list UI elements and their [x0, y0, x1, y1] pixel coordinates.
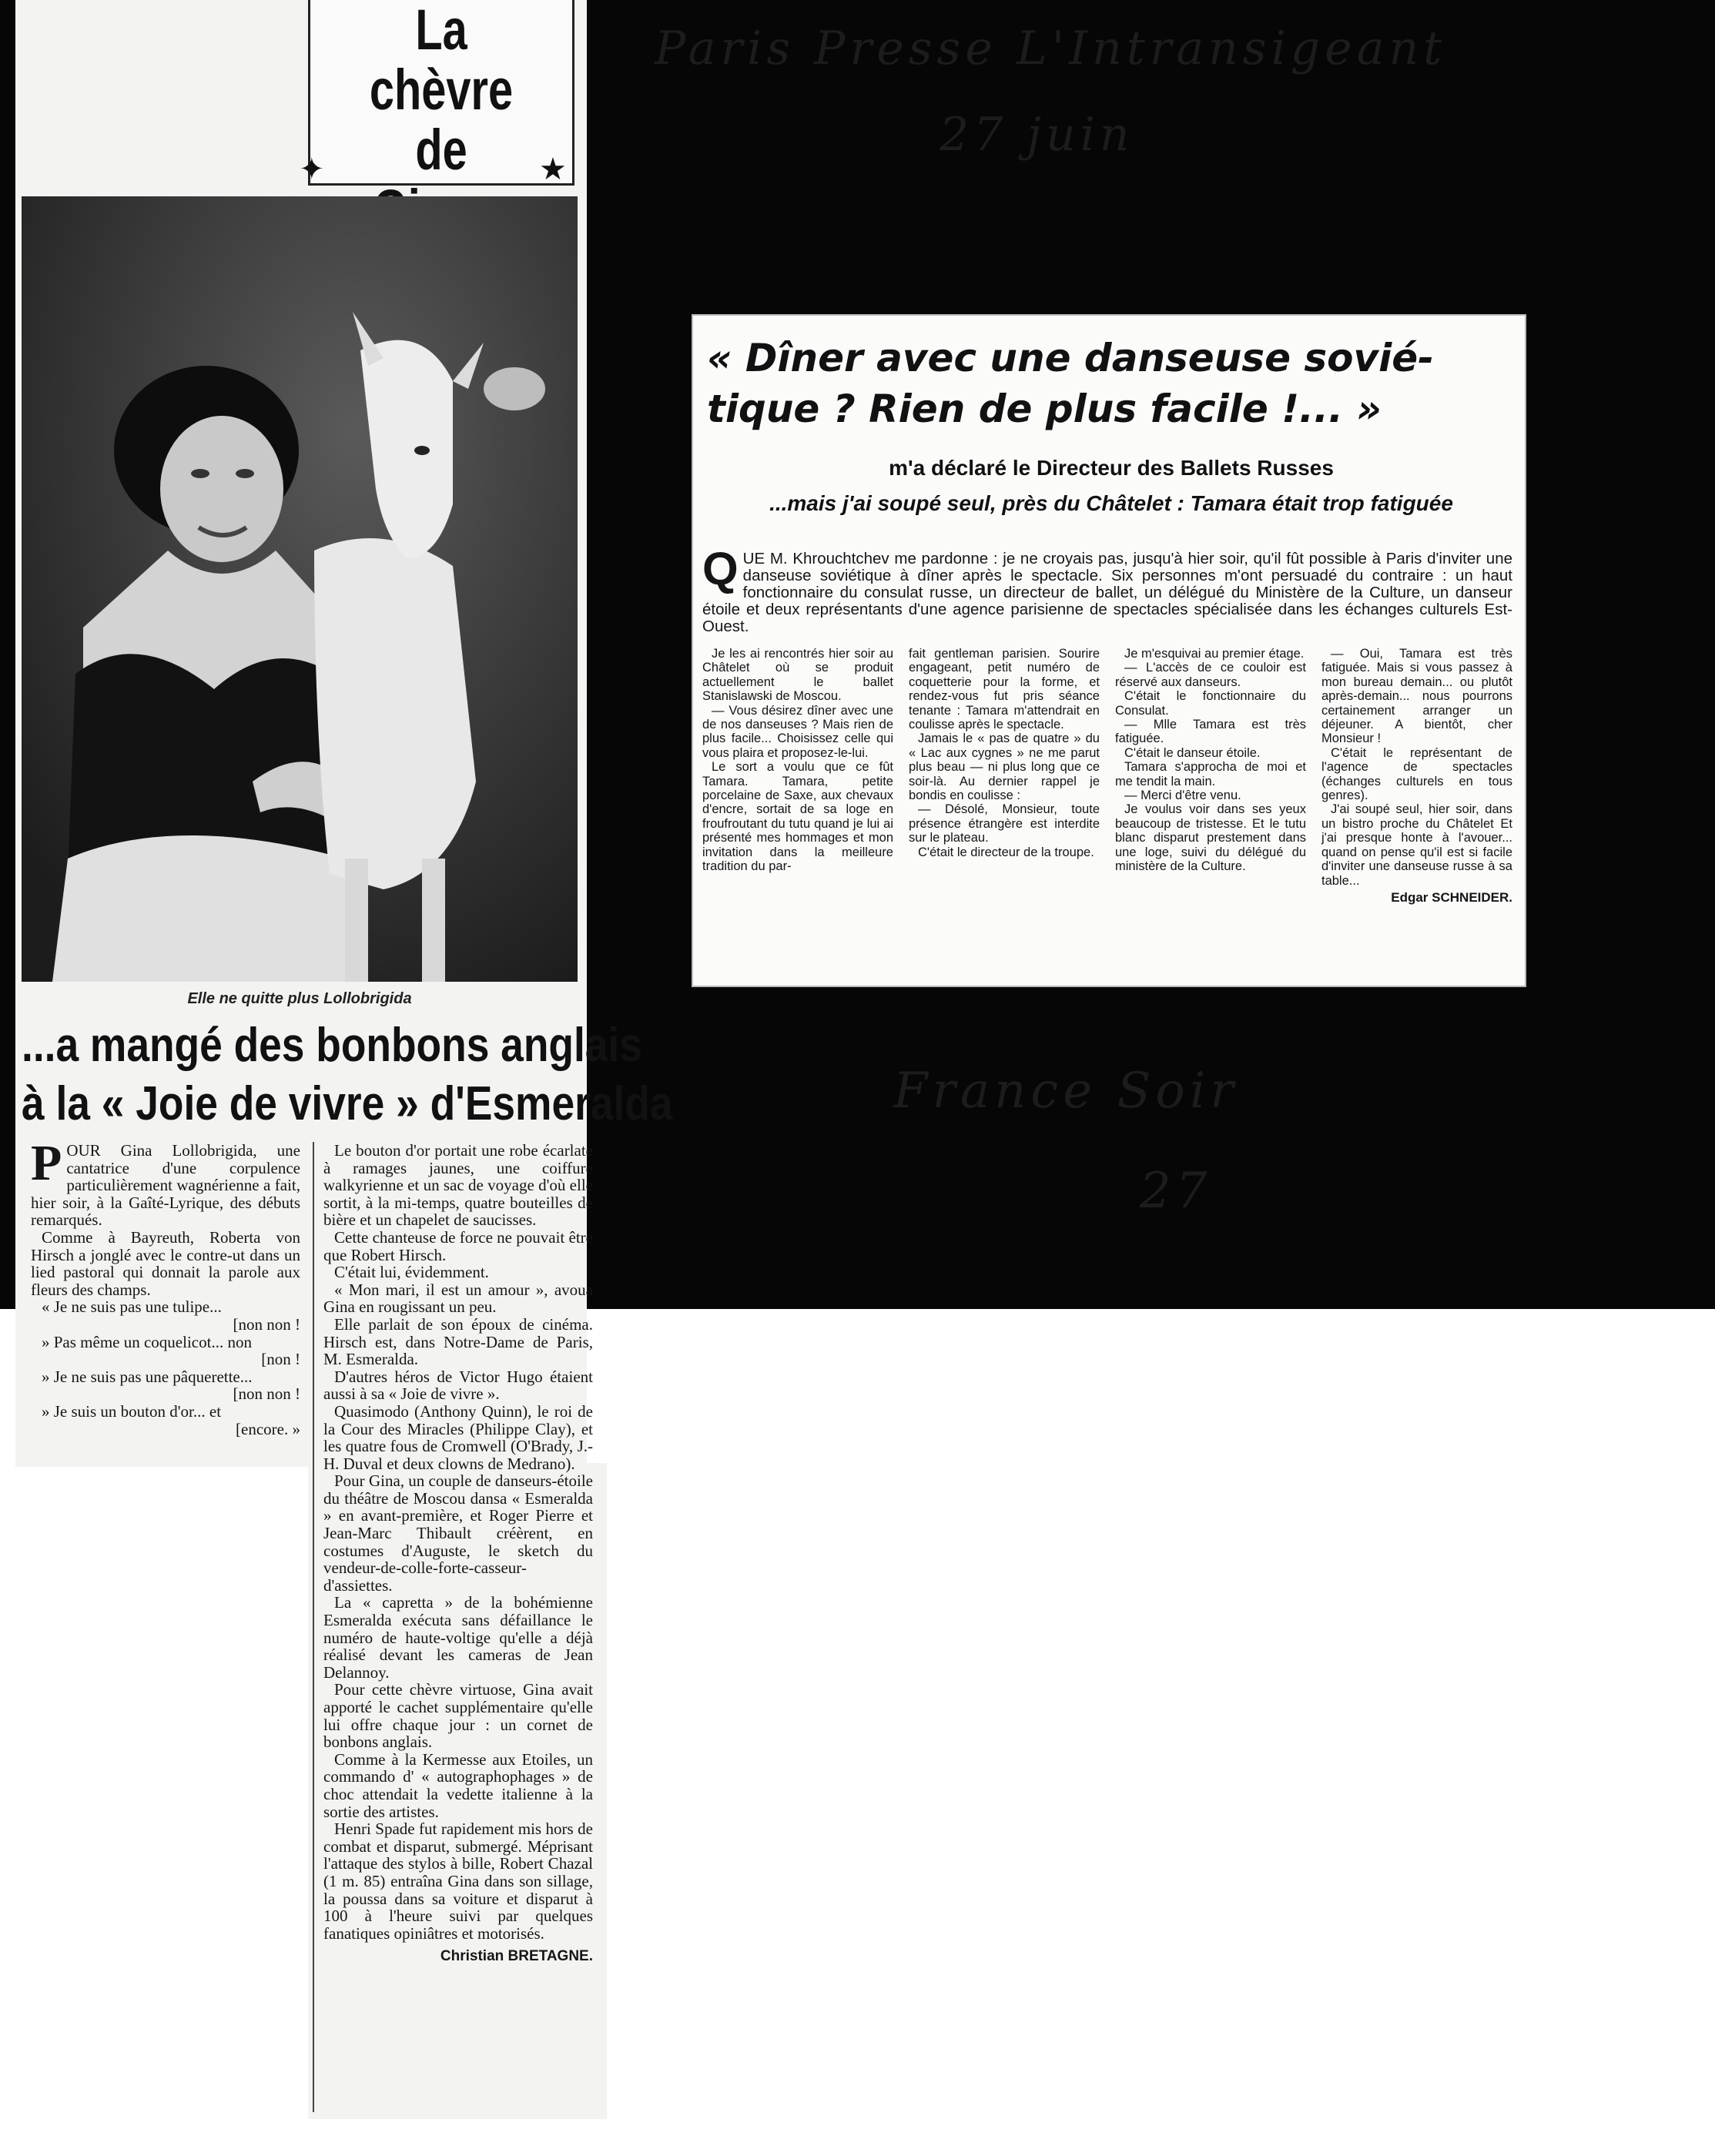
verse-text: « Je ne suis pas une tulipe...: [42, 1297, 222, 1317]
right-article-column-2: [909, 647, 1100, 859]
title-line-1: La chèvre: [369, 0, 514, 122]
left-headline-line-2: à la « Joie de vivre » d'Esmeralda: [22, 1077, 673, 1130]
verse-text: » Je ne suis pas une pâquerette...: [42, 1367, 253, 1386]
paragraph: Pour cette chèvre virtuose, Gina avait apporté le cachet supplémentaire qu'elle lui offre chaque jour : un cornet de bonbons anglais.: [323, 1680, 593, 1752]
paragraph: J'ai soupé seul, hier soir, dans un bistro proche du Châtelet Et j'ai presque honte à l'avouer... quand on pense qu'il est si facile d'inviter une danseuse russe à sa table...: [1321, 802, 1512, 888]
verse-refrain: [non non !: [233, 1384, 300, 1404]
paragraph: Comme à Bayreuth, Roberta von Hirsch a jonglé avec le contre-ut dans un lied pastoral qui donnait la parole aux fleurs des champs.: [31, 1227, 300, 1299]
paragraph: Je les ai rencontrés hier soir au Châtelet où se produit actuellement le ballet Stanislawski de Moscou.: [702, 647, 893, 704]
paragraph: OUR Gina Lollobrigida, une cantatrice d'une corpulence particulièrement wagnérienne a fait, hier soir, à la Gaîté-Lyrique, des débuts remarqués.: [31, 1141, 300, 1230]
right-headline: [707, 333, 1516, 434]
blank-page-area: [607, 1309, 1715, 2156]
star-ornament-right: ★: [539, 152, 567, 186]
paragraph: « Mon mari, il est un amour », avoua Gina en rougissant un peu.: [323, 1280, 593, 1317]
left-headline-line-1: ...a mangé des bonbons anglais: [22, 1019, 642, 1072]
paragraph: Je m'esquivai au premier étage.: [1124, 647, 1305, 661]
paragraph: fait gentleman parisien. Sourire engageant, petit numéro de coquetterie pour la forme, et rendez-vous fut pris séance tenante : Tamara m'attendrait en coulisse après le spectacle.: [909, 647, 1100, 732]
paragraph: C'était le représentant de l'agence de spectacles (échanges culturels en tous genres).: [1321, 745, 1512, 803]
blank-page-strip: [0, 1448, 293, 2156]
paragraph: Cette chanteuse de force ne pouvait être que Robert Hirsch.: [323, 1227, 593, 1264]
paragraph: — Vous désirez dîner avec une de nos danseuses ? Mais rien de plus facile... Choisissez celle qui vous plaira et proposez-le-lui.: [702, 703, 893, 760]
right-subheadline-2: ...mais j'ai soupé seul, près du Châtelet : Tamara était trop fatiguée: [769, 491, 1453, 515]
paragraph: — Mlle Tamara est très fatiguée.: [1115, 718, 1306, 746]
paragraph: Henri Spade fut rapidement mis hors de combat et disparut, submergé. Méprisant l'attaque des stylos à bille, Robert Chazal (1 m. 85) entraîna Gina dans son sillage, la poussa dans sa voiture et disparut à 100 à l'heure suivi par quelques fanatiques opiniâtres et motorisés.: [323, 1820, 593, 1943]
right-subheadline-1: m'a déclaré le Directeur des Ballets Russes: [889, 456, 1334, 480]
column-divider: [313, 1142, 314, 2112]
paragraph: C'était le directeur de la troupe.: [918, 845, 1094, 859]
right-lead-paragraph: [702, 543, 1512, 635]
verse-refrain: [non !: [261, 1350, 300, 1369]
handwritten-source-note-2: France Soir: [893, 1063, 1238, 1120]
drop-cap: P: [31, 1135, 62, 1191]
paragraph: — L'accès de ce couloir est réservé aux danseurs.: [1115, 661, 1306, 689]
paragraph: Le sort a voulu que ce fût Tamara. Tamara, petite porcelaine de Saxe, aux chevaux d'encre, sortait de sa loge en froufroutant du tutu quand je lui ai présenté mes hommages et mon invitation dans la meilleure tradition du par-: [702, 760, 893, 874]
right-headline-line-2: tique ? Rien de plus facile !... »: [707, 387, 1382, 431]
handwritten-date-note: 27 juin: [940, 108, 1134, 162]
paragraph: — Merci d'être venu.: [1124, 788, 1241, 803]
verse-line: [31, 1298, 300, 1333]
handwritten-source-note: Paris Presse L'Intransigeant: [655, 22, 1447, 75]
left-headline: [22, 1016, 673, 1133]
star-ornament-left: ✦: [299, 152, 325, 186]
verse-refrain: [non non !: [233, 1314, 300, 1334]
left-article-signature: Christian BRETAGNE.: [440, 1948, 593, 1965]
photo-caption: Elle ne quitte plus Lollobrigida: [187, 990, 412, 1007]
paragraph: — Désolé, Monsieur, toute présence étrangère est interdite sur le plateau.: [909, 802, 1100, 845]
paragraph: Pour Gina, un couple de danseurs-étoile du théâtre de Moscou dansa « Esmeralda » en avant-première, et Roger Pierre et Jean-Marc Thibault créèrent, en costumes d'Auguste, le sketch du vendeur-de-colle-forte-casseur-d'assiettes.: [323, 1471, 593, 1595]
verse-text: » Pas même un coquelicot... non: [42, 1332, 252, 1351]
title-line-2: de: [415, 118, 467, 182]
paragraph: Quasimodo (Anthony Quinn), le roi de la Cour des Miracles (Philippe Clay), et les quatre fous de Cromwell (O'Brady, J.-H. Duval et deux clowns de Medrano).: [323, 1401, 593, 1473]
left-title-box: [308, 0, 574, 186]
paragraph: D'autres héros de Victor Hugo étaient aussi à sa « Joie de vivre ».: [323, 1367, 593, 1404]
verse-line: [31, 1403, 300, 1438]
paragraph: Jamais le « pas de quatre » du « Lac aux cygnes » ne me parut plus beau — ni plus long que ce soir-là. Au dernier rappel je bondis en coulisse :: [909, 732, 1100, 803]
right-article-column-1: [702, 647, 893, 874]
handwritten-date-note-2: 27: [1140, 1163, 1212, 1220]
drop-cap: Q: [702, 543, 739, 594]
paragraph: C'était le fonctionnaire du Consulat.: [1115, 689, 1306, 718]
right-article-column-3: [1115, 647, 1306, 874]
verse-text: » Je suis un bouton d'or... et: [42, 1401, 222, 1421]
paragraph: Tamara s'approcha de moi et me tendit la main.: [1115, 760, 1306, 788]
paragraph: La « capretta » de la bohémienne Esmeralda exécuta sans défaillance le numéro de haute-voltige qu'elle a déjà réalisé devant les cameras de Jean Delannoy.: [323, 1593, 593, 1682]
photo-gina-with-goat: [22, 196, 578, 982]
verse-refrain: [encore. »: [236, 1419, 300, 1438]
paragraph: Comme à la Kermesse aux Etoiles, un commando d' « autographophages » de choc attendait la vedette italienne à la sortie des artistes.: [323, 1749, 593, 1821]
right-headline-line-1: « Dîner avec une danseuse sovié-: [707, 336, 1434, 380]
paragraph: Le bouton d'or portait une robe écarlate à ramages jaunes, une coiffure walkyrienne et un sac de voyage d'où elle sortit, à la mi-temps, quatre bouteilles de bière et un chapelet de saucisses.: [323, 1141, 593, 1230]
right-article-column-4: [1321, 647, 1512, 905]
paragraph: — Oui, Tamara est très fatiguée. Mais si vous passez à mon bureau demain... ou plutôt après-demain... nous pourrons certainement arranger un déjeuner. A bientôt, cher Monsieur !: [1321, 647, 1512, 746]
lead-text: UE M. Khrouchtchev me pardonne : je ne croyais pas, jusqu'à hier soir, qu'il fût possible à Paris d'inviter une danseuse soviétique à dîner après le spectacle. Six personnes m'ont persuadé du contraire : un haut fonctionnaire du consulat russe, un directeur de ballet, un délégué du Ministère de la Culture, un danseur étoile et deux représentants d'une agence parisienne de spectacles spécialisée dans les échanges culturels Est-Ouest.: [702, 550, 1512, 635]
left-article-column-2: [323, 1142, 593, 1966]
verse-line: [31, 1368, 300, 1403]
paragraph: Je voulus voir dans ses yeux beaucoup de tristesse. Et le tutu blanc disparut prestement dans une loge, suivi du délégué du ministère de la Culture.: [1115, 802, 1306, 874]
paragraph: Elle parlait de son époux de cinéma. Hirsch est, dans Notre-Dame de Paris, M. Esmeralda.: [323, 1314, 593, 1369]
verse-line: [31, 1334, 300, 1368]
paragraph: C'était lui, évidemment.: [334, 1263, 489, 1282]
paragraph: C'était le danseur étoile.: [1124, 745, 1261, 760]
right-article-signature: Edgar SCHNEIDER.: [1391, 889, 1512, 905]
left-article-column-1: [31, 1135, 300, 1438]
